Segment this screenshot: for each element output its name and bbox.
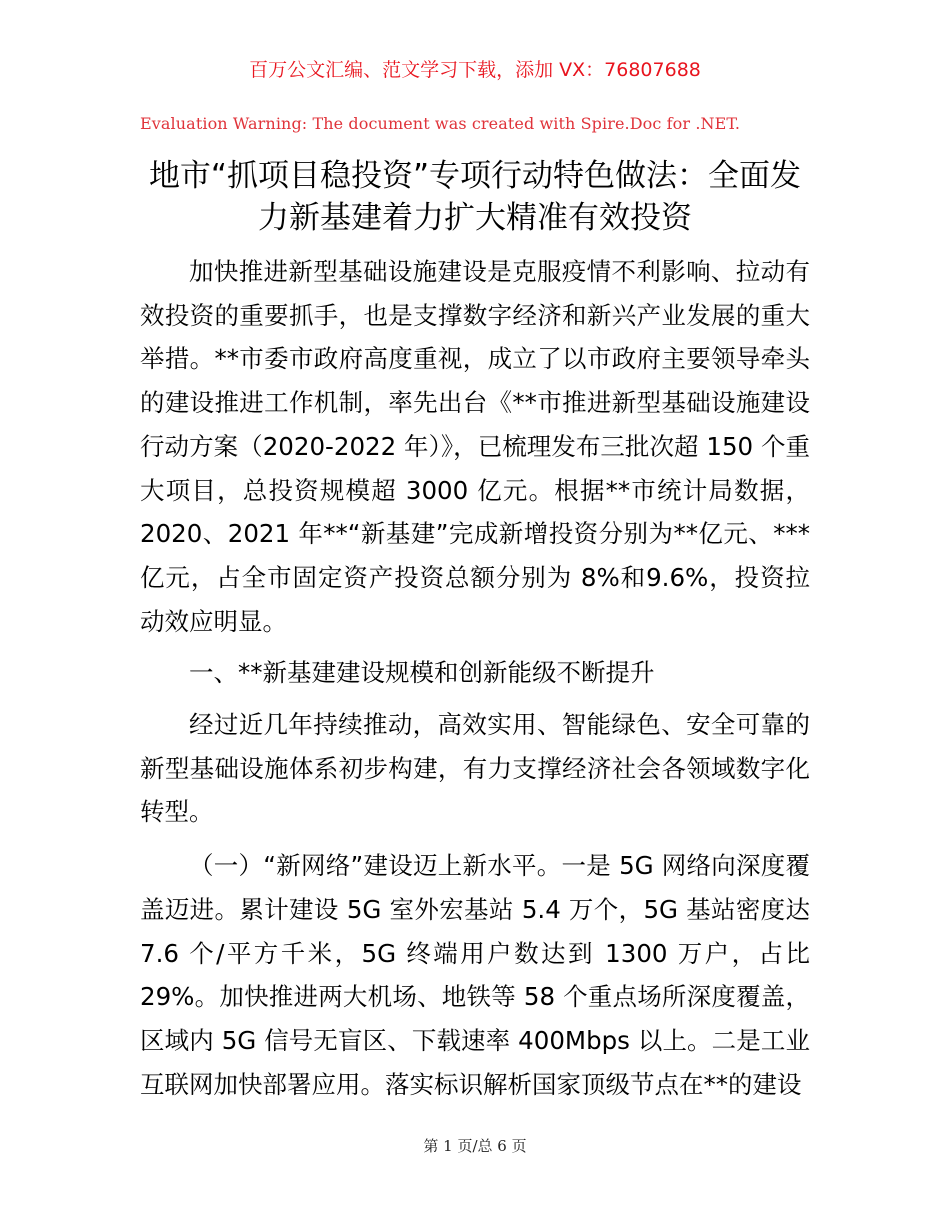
section-paragraph: 经过近几年持续推动，高效实用、智能绿色、安全可靠的新型基础设施体系初步构建，有力支撑经济社会各领域数字化转型。 [140, 710, 810, 827]
subsection-paragraph: （一）“新网络”建设迈上新水平。一是 5G 网络向深度覆盖迈进。累计建设 5G 室外宏基站 5.4 万个，5G 基站密度达7.6 个/平方千米，5G 终端用户数达到 1300 万户，占比29%。加快推进两大机场、地铁等 58 个重点场所深度覆盖，区域内 5G 信号无盲区、下载速率 400Mbps 以上。二是工业互联网加快部署应用。落实标识解析国家顶级节点在**的建设 [140, 851, 810, 1099]
document-title: 地市“抓项目稳投资”专项行动特色做法：全面发力新基建着力扩大精准有效投资 [148, 158, 802, 236]
intro-paragraph: 加快推进新型基础设施建设是克服疫情不利影响、拉动有效投资的重要抓手，也是支撑数字经济和新兴产业发展的重大举措。**市委市政府高度重视，成立了以市政府主要领导牵头的建设推进工作机制，率先出台《**市推进新型基础设施建设行动方案（2020-2022 年）》，已梳理发布三批次超 150 个重大项目，总投资规模超 3000 亿元。根据**市统计局数据，2020、2021 年**“新基建”完成新增投资分别为**亿元、***亿元，占全市固定资产投资总额分别为 8%和9.6%，投资拉动效应明显。 [140, 257, 810, 636]
document-body [140, 250, 810, 1106]
page-indicator: 第 1 页/总 6 页 [423, 1137, 527, 1155]
ad-banner: 百万公文汇编、范文学习下载，添加 VX：76807688 [249, 59, 701, 81]
evaluation-warning: Evaluation Warning: The document was created with Spire.Doc for .NET. [140, 114, 741, 133]
section-heading: 一、**新基建建设规模和创新能级不断提升 [189, 658, 655, 688]
